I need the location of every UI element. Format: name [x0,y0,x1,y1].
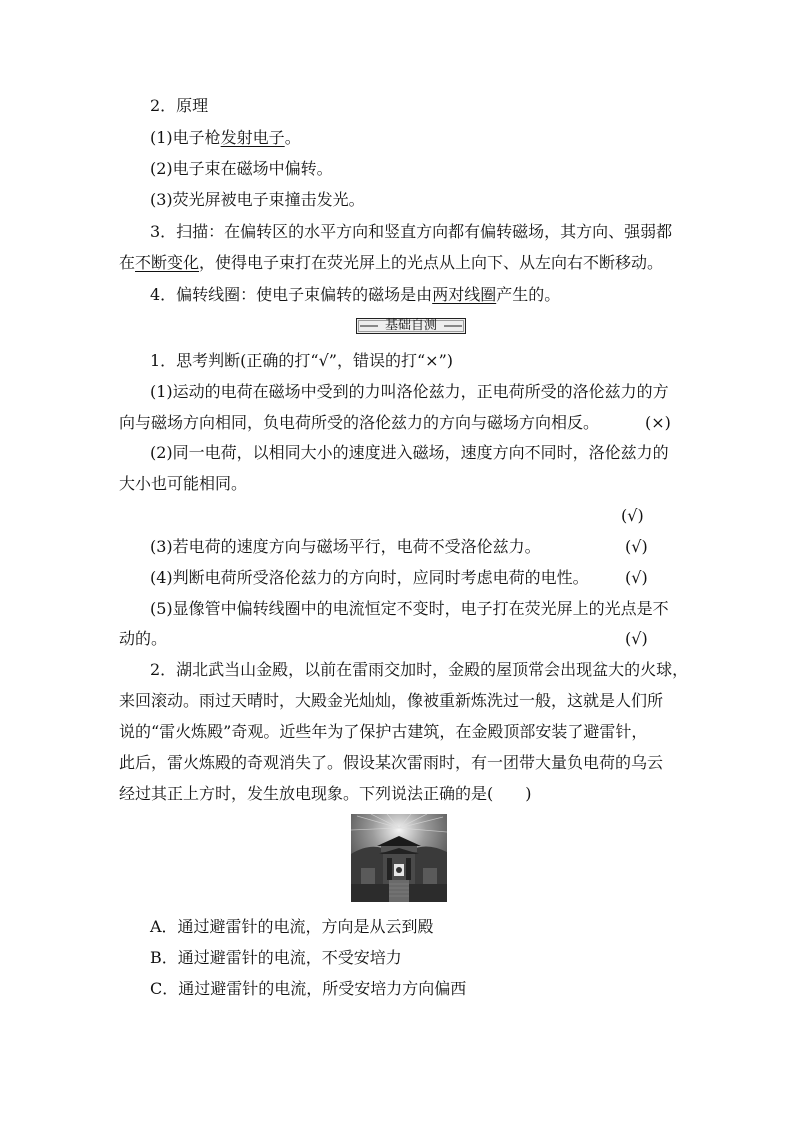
q1-s4: (4)判断电荷所受洛伦兹力的方向时，应同时考虑电荷的电性。 [150,568,589,587]
coil-post: 产生的。 [496,285,561,304]
coil-underlined: 两对线圈 [432,285,497,304]
principle-item-1-underlined: 发射电子 [220,128,285,147]
scan-underlined: 不断变化 [135,253,200,272]
q1-s3-mark: (√) [625,537,648,556]
option-b: B．通过避雷针的电流，不受安培力 [150,948,402,967]
q1-s1-mark: (×) [645,413,671,432]
scan-line-2 [119,252,663,274]
scan-line-2-pre: 在 [119,253,136,272]
q1-prompt: 1．思考判断(正确的打“√”，错误的打“×”) [150,351,453,370]
q1-s1-line-1: (1)运动的电荷在磁场中受到的力叫洛伦兹力，正电荷所受的洛伦兹力的方 [150,382,669,401]
golden-hall-photo [351,814,447,902]
principle-item-1 [150,127,301,149]
scan-line-2-post: ，使得电子束打在荧光屏上的光点从上向下、从左向右不断移动。 [199,253,664,272]
q1-s2-line-2: 大小也可能相同。 [119,474,248,493]
principle-item-1-pre: (1)电子枪 [150,128,221,147]
option-a: A．通过避雷针的电流，方向是从云到殿 [150,917,434,936]
q1-s4-mark: (√) [625,568,648,587]
option-c: C．通过避雷针的电流，所受安培力方向偏西 [150,979,467,998]
q2-line-3: 说的“雷火炼殿”奇观。近些年为了保护古建筑，在金殿顶部安装了避雷针， [119,722,648,741]
q1-s2-mark: (√) [621,506,644,525]
principle-heading: 2．原理 [150,96,209,115]
principle-item-2: (2)电子束在磁场中偏转。 [150,159,333,178]
q1-s3: (3)若电荷的速度方向与磁场平行，电荷不受洛伦兹力。 [150,537,541,556]
principle-item-1-post: 。 [284,128,301,147]
q1-s5-mark: (√) [625,629,648,648]
q2-line-5: 经过其正上方时，发生放电现象。下列说法正确的是( ) [119,784,532,803]
section-title-banner [356,318,466,334]
golden-hall-illustration [351,814,447,902]
q2-line-1: 2．湖北武当山金殿，以前在雷雨交加时，金殿的屋顶常会出现盆大的火球， [150,660,689,679]
q1-s2-line-1: (2)同一电荷，以相同大小的速度进入磁场，速度方向不同时，洛伦兹力的 [150,443,669,462]
q2-line-2: 来回滚动。雨过天晴时，大殿金光灿灿，像被重新炼洗过一般，这就是人们所 [119,691,664,710]
scan-line-1: 3．扫描：在偏转区的水平方向和竖直方向都有偏转磁场，其方向、强弱都 [150,222,673,241]
principle-item-3: (3)荧光屏被电子束撞击发光。 [150,190,365,209]
section-title: 基础自测 [384,318,437,333]
coil-line [150,284,560,306]
q1-s5-line-2: 动的。 [119,629,168,648]
coil-pre: 4．偏转线圈：使电子束偏转的磁场是由 [150,285,433,304]
q1-s1-line-2: 向与磁场方向相同，负电荷所受的洛伦兹力的方向与磁场方向相反。 [119,413,600,432]
q2-line-4: 此后，雷火炼殿的奇观消失了。假设某次雷雨时，有一团带大量负电荷的乌云 [119,753,664,772]
q1-s5-line-1: (5)显像管中偏转线圈中的电流恒定不变时，电子打在荧光屏上的光点是不 [150,599,669,618]
